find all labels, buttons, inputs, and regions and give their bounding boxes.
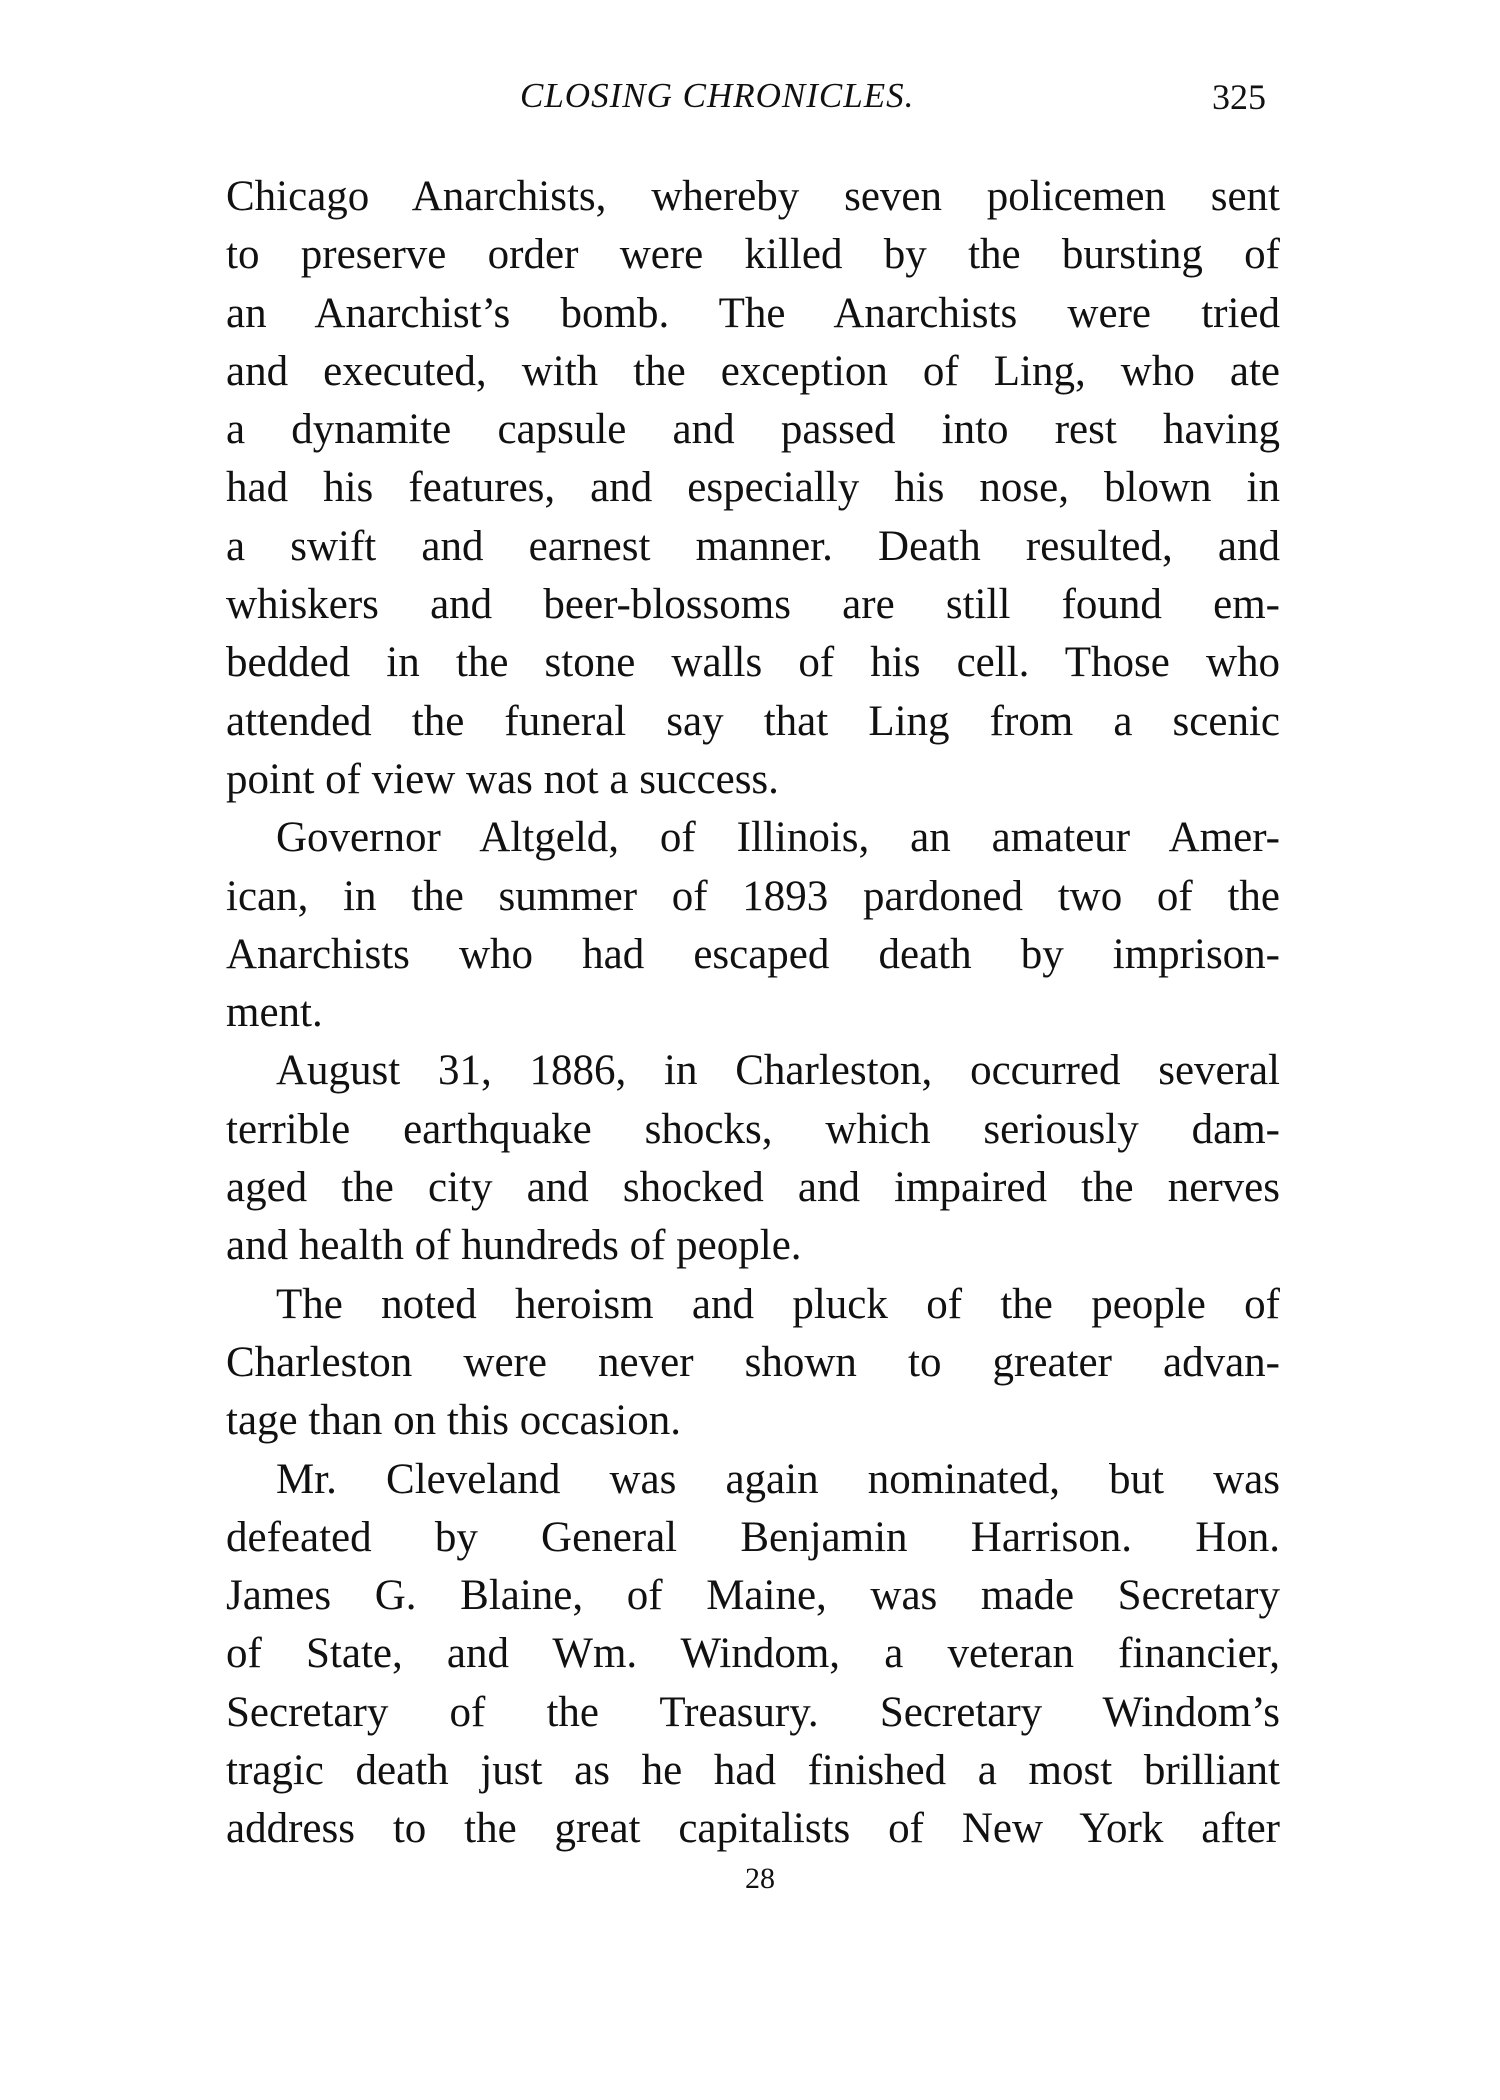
text-line: address to the great capitalists of New York after: [226, 1805, 1280, 1853]
running-header: [0, 76, 1500, 126]
text-line: Charleston were never shown to greater advan-: [226, 1338, 1280, 1386]
text-line: Governor Altgeld, of Illinois, an amateur Amer-: [276, 814, 1280, 862]
text-line: bedded in the stone walls of his cell. Those who: [226, 639, 1280, 687]
text-line: Anarchists who had escaped death by imprison-: [226, 930, 1280, 978]
text-line: a swift and earnest manner. Death resulted, and: [226, 522, 1280, 570]
text-line: defeated by General Benjamin Harrison. Hon.: [226, 1513, 1280, 1561]
running-title: CLOSING CHRONICLES.: [520, 76, 915, 115]
page-number: 325: [1212, 77, 1266, 117]
text-line: whiskers and beer-blossoms are still found em-: [226, 581, 1280, 629]
text-line: Chicago Anarchists, whereby seven policemen sent: [226, 173, 1280, 220]
text-line: Secretary of the Treasury. Secretary Windom’s: [226, 1688, 1280, 1736]
text-line: and executed, with the exception of Ling, who ate: [226, 347, 1280, 395]
text-line: tragic death just as he had finished a most brilliant: [226, 1747, 1280, 1795]
text-line: attended the funeral say that Ling from a scenic: [226, 697, 1280, 745]
signature-mark: 28: [745, 1862, 775, 1895]
text-line: ican, in the summer of 1893 pardoned two of the: [226, 872, 1280, 920]
text-line: to preserve order were killed by the bursting of: [226, 231, 1280, 279]
text-line: August 31, 1886, in Charleston, occurred several: [276, 1047, 1280, 1095]
text-line: a dynamite capsule and passed into rest having: [226, 406, 1280, 454]
text-line: James G. Blaine, of Maine, was made Secretary: [226, 1572, 1280, 1620]
text-line: an Anarchist’s bomb. The Anarchists were tried: [226, 289, 1280, 337]
text-line: point of view was not a success.: [226, 755, 779, 803]
text-line: terrible earthquake shocks, which seriously dam-: [226, 1105, 1280, 1153]
text-line: and health of hundreds of people.: [226, 1222, 802, 1270]
text-line: The noted heroism and pluck of the people of: [276, 1280, 1280, 1328]
text-line: ment.: [226, 989, 323, 1037]
text-line: tage than on this occasion.: [226, 1397, 681, 1445]
text-line: Mr. Cleveland was again nominated, but was: [276, 1455, 1280, 1503]
text-line: of State, and Wm. Windom, a veteran financier,: [226, 1630, 1280, 1678]
body-text: [226, 168, 1280, 1859]
text-line: had his features, and especially his nose, blown in: [226, 464, 1280, 512]
text-line: aged the city and shocked and impaired the nerves: [226, 1164, 1280, 1212]
